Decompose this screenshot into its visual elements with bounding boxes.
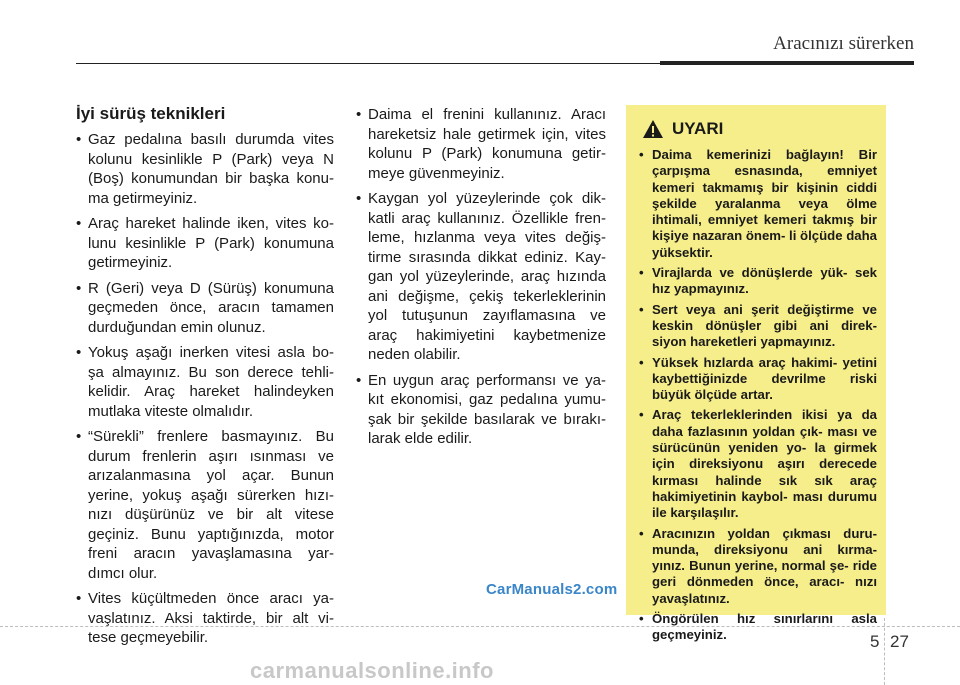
section-title: İyi sürüş teknikleri — [76, 104, 226, 123]
mid-column — [356, 105, 606, 455]
list-item: • Vites küçültmeden önce aracı ya- vaşlatınız. Aksi taktirde, bir alt vi- tese geçmeyebilir. — [76, 589, 334, 648]
chapter-number: 5 — [870, 632, 880, 651]
page-number: 27 — [890, 632, 909, 651]
warning-item: • Virajlarda ve dönüşlerde yük- sek hız yapmayınız. — [638, 265, 877, 298]
left-bullet-list — [76, 130, 334, 648]
warning-item: • Öngörülen hız sınırlarını asla geçmeyiniz. — [638, 611, 877, 644]
warning-item: • Sert veya ani şerit değiştirme ve keskin dönüşler gibi ani direk- siyon hareketleri yapmayınız. — [638, 302, 877, 351]
list-item: • Daima el frenini kullanınız. Aracı hareketsiz hale getirmek için, vites kolunu P (Park) konumuna getir- meye güvenmeyiniz. — [356, 105, 606, 183]
warning-item: • Yüksek hızlarda araç hakimi- yetini kaybettiğinizde devrilme riski büyük ölçüde artar. — [638, 355, 877, 404]
header-title: Aracınızı sürerken — [773, 33, 914, 54]
list-item: • Araç hareket halinde iken, vites ko- lunu kesinlikle P (Park) konumuna getirmeyiniz. — [76, 214, 334, 273]
list-item: • Yokuş aşağı inerken vitesi asla bo- şa almayınız. Bu son derece tehli- kelidir. Araç hareket halindeyken mutlaka viteste olmalıdır. — [76, 343, 334, 421]
warning-header — [642, 119, 877, 139]
warning-box — [626, 105, 886, 643]
warning-item: • Araç tekerleklerinden ikisi ya da daha fazlasının yoldan çık- ması ve sürücünün yeniden yo- la girmek için direksiyonu aşırı derecede kırması halinde sık sık araç hakimiyetinin kaybol- ması durumu ile karşılaşılır. — [638, 407, 877, 521]
list-item: • Gaz pedalına basılı durumda vites kolunu kesinlikle P (Park) veya N (Boş) konumundan bir başka konu- ma getirmeyiniz. — [76, 130, 334, 208]
list-item: • R (Geri) veya D (Sürüş) konumuna geçmeden önce, aracın tamamen durduğundan emin olunuz. — [76, 279, 334, 338]
header-rule-accent — [660, 61, 914, 65]
warning-triangle-icon — [642, 119, 664, 139]
footer-divider — [0, 626, 960, 627]
warning-list — [638, 147, 877, 644]
warning-item: • Daima kemerinizi bağlayın! Bir çarpışma esnasında, emniyet kemeri takmamış bir kişinin ciddi şekilde yaralanma veya ölme ihtimali, emniyet kemeri takmış bir kişiye nazaran önem- li ölçüde daha yüksektir. — [638, 147, 877, 261]
warning-title: UYARI — [672, 119, 724, 138]
left-column — [76, 104, 334, 654]
list-item: • “Sürekli” frenlere basmayınız. Bu durum frenlerin aşırı ısınması ve arızalanmasına yol açar. Bunun yerine, yokuş aşağı sürerken hızı- nızı düşürünüz ve bir alt vitese geçiniz. Bunu yaptığınızda, motor freni aracın yavaşlamasına yar- dımcı olur. — [76, 427, 334, 583]
list-item: • En uygun araç performansı ve ya- kıt ekonomisi, gaz pedalına yumu- şak bir şekilde basılarak ve bırakı- larak elde edilir. — [356, 371, 606, 449]
footer-page-divider — [884, 618, 885, 685]
header-rule — [76, 63, 660, 64]
mid-bullet-list — [356, 105, 606, 449]
warning-item: • Aracınızın yoldan çıkması duru- munda, direksiyonu ani kırma- yınız. Bunun yerine, normal şe- ride geri dönmeden önce, aracı- nızı yavaşlatınız. — [638, 526, 877, 607]
watermark-link[interactable]: CarManuals2.com — [486, 581, 618, 598]
list-item: • Kaygan yol yüzeylerinde çok dik- katli araç kullanınız. Özellikle fren- leme, hızlanma veya vites değiş- tirme sırasında dikkat ediniz. Kay- gan yol yüzeylerinde, araç hızında ani değişme, çekiş tekerleklerinin yol tutuşunun zayıflamasına ve araç hakimiyetini kaybetmenize neden olabilir. — [356, 189, 606, 365]
watermark-footer: carmanualsonline.info — [250, 658, 494, 683]
